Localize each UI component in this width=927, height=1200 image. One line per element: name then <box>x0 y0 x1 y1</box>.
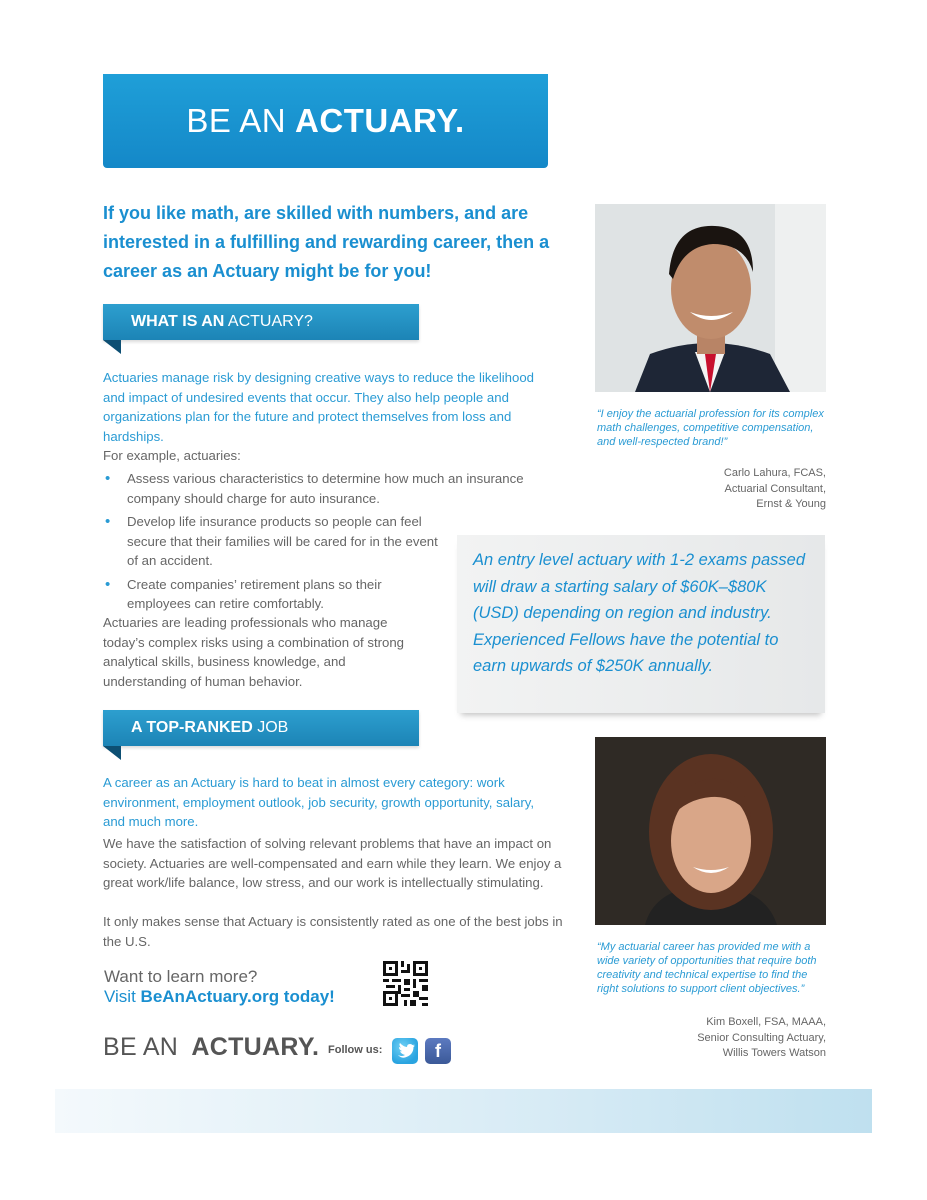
testimonial-quote-1: “I enjoy the actuarial profession for its complex math challenges, competitive compensation, and well-respected brand!” <box>597 408 824 448</box>
section-heading-bold: WHAT IS AN <box>131 313 225 330</box>
section-heading-bold: A TOP-RANKED <box>131 719 253 736</box>
qr-code[interactable] <box>383 961 428 1006</box>
ribbon-fold <box>103 746 121 760</box>
twitter-icon[interactable] <box>392 1038 418 1064</box>
list-item: • Develop life insurance products so people can feel secure that their families will be cared for in the event of an accident. <box>103 512 448 571</box>
section2-paragraph-2: It only makes sense that Actuary is consistently rated as one of the best jobs in the U.S. <box>103 914 563 949</box>
learn-more-cta <box>104 967 335 1007</box>
list-item: • Create companies’ retirement plans so their employees can retire comfortably. <box>103 575 433 614</box>
testimonial-title: Senior Consulting Actuary, <box>697 1031 826 1044</box>
testimonial-name: Kim Boxell, FSA, MAAA, <box>706 1016 826 1028</box>
section-heading-what-is <box>103 304 419 340</box>
section1-example-intro: For example, actuaries: <box>103 448 241 463</box>
testimonial-name: Carlo Lahura, FCAS, <box>723 467 826 479</box>
footer-logo <box>103 1033 319 1062</box>
website-link[interactable]: BeAnActuary.org today! <box>140 987 335 1006</box>
list-item: • Assess various characteristics to determine how much an insurance company should charge for auto insurance. <box>103 469 565 508</box>
facebook-icon[interactable]: f <box>425 1038 451 1064</box>
salary-callout: An entry level actuary with 1-2 exams passed will draw a starting salary of $60K–$80K (USD) depending on region and industry. Experienced Fellows have the potential to earn upwards of $250K annually. <box>457 535 825 713</box>
testimonial-company: Willis Towers Watson <box>722 1047 826 1059</box>
section-heading-rest: JOB <box>257 719 289 736</box>
section2-paragraph-1: We have the satisfaction of solving relevant problems that have an impact on society. Actuaries are well-compensated and earn while they learn. We enjoy a great work/life balance, low stress, and our work is intellectually stimulating. <box>103 836 562 890</box>
ribbon-fold <box>103 340 121 354</box>
visit-word: Visit <box>104 987 136 1006</box>
visit-line <box>104 987 335 1007</box>
hero-title-bold: ACTUARY. <box>295 102 465 139</box>
section1-lead: Actuaries manage risk by designing creative ways to reduce the likelihood and impact of undesired events that occur. They also help people and organizations plan for the future and protect themselves from loss and hardships. <box>103 370 535 444</box>
section-heading-rest: ACTUARY? <box>227 313 313 330</box>
section2-lead: A career as an Actuary is hard to beat in almost every category: work environment, employment outlook, job security, growth opportunity, salary, and much more. <box>103 775 534 829</box>
intro-text: If you like math, are skilled with numbers, and are interested in a fulfilling and rewarding career, then a career as an Actuary might be for you! <box>103 203 550 281</box>
hero-banner <box>103 74 548 168</box>
section-heading-top-ranked <box>103 710 419 746</box>
footer-logo-bold: ACTUARY. <box>191 1033 320 1061</box>
footer-logo-light: BE AN <box>103 1033 179 1061</box>
learn-more-text: Want to learn more? <box>104 967 258 986</box>
hero-title-light: BE AN <box>186 102 287 139</box>
testimonial-attribution-2 <box>596 1015 826 1062</box>
section1-closing: Actuaries are leading professionals who manage today’s complex risks using a combination of strong analytical skills, business knowledge, and understanding of human behavior. <box>103 615 405 689</box>
photo-kim-boxell <box>595 737 826 925</box>
testimonial-title: Actuarial Consultant, <box>724 482 826 495</box>
testimonial-quote-2: “My actuarial career has provided me with a wide variety of opportunities that require both creativity and technical expertise to find the right solutions to support client objectives.” <box>597 941 817 995</box>
testimonial-attribution-1 <box>596 466 826 513</box>
photo-carlo-lahura <box>595 204 826 392</box>
follow-us-label: Follow us: <box>328 1044 383 1056</box>
bottom-decorative-bar <box>55 1089 872 1133</box>
testimonial-company: Ernst & Young <box>756 498 826 510</box>
